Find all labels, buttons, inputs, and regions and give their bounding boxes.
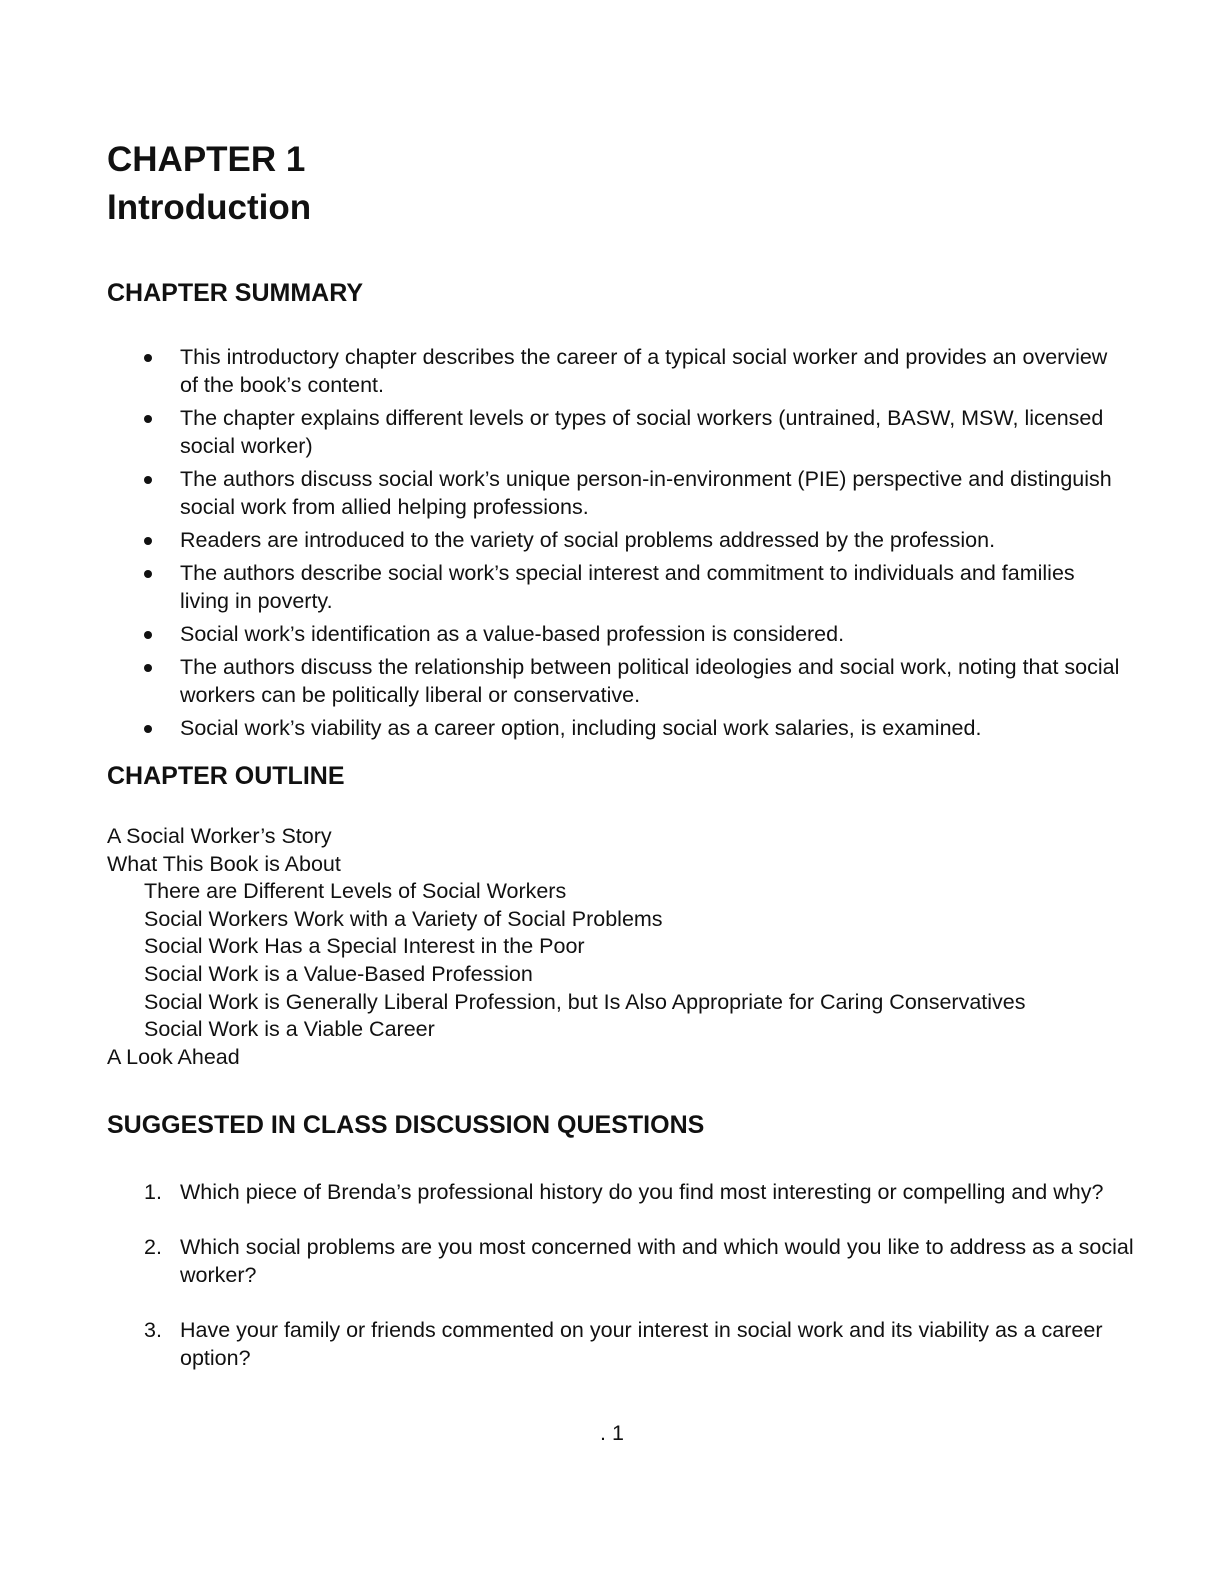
question-number: 2. — [144, 1235, 162, 1259]
chapter-title: Introduction — [107, 188, 312, 227]
summary-item — [107, 620, 1127, 648]
outline-heading: CHAPTER OUTLINE — [107, 762, 345, 790]
bullet-icon — [144, 725, 152, 733]
question-text: Have your family or friends commented on your interest in social work and its viability as a career option? — [180, 1318, 1103, 1370]
outline-subitem: There are Different Levels of Social Workers — [144, 879, 567, 904]
question-number: 3. — [144, 1318, 162, 1342]
questions-heading: SUGGESTED IN CLASS DISCUSSION QUESTIONS — [107, 1111, 705, 1139]
outline-subitem: Social Work is a Value-Based Profession — [144, 961, 533, 986]
questions-list — [107, 1178, 1147, 1399]
summary-list — [107, 343, 1127, 747]
bullet-icon — [144, 476, 152, 484]
outline-item: A Social Worker’s Story — [107, 824, 332, 848]
outline-item: What This Book is About — [107, 851, 341, 876]
summary-item — [107, 526, 1127, 554]
outline-subitem: Social Workers Work with a Variety of Social Problems — [144, 906, 663, 931]
outline-subitem: Social Work is Generally Liberal Profession, but Is Also Appropriate for Caring Conservatives — [144, 989, 1026, 1014]
bullet-icon — [144, 415, 152, 423]
bullet-icon — [144, 664, 152, 672]
summary-item-text: This introductory chapter describes the career of a typical social worker and provides an overview of the book’s content. — [180, 345, 1108, 397]
outline-list — [107, 823, 1167, 1071]
summary-item — [107, 404, 1127, 460]
summary-item-text: The chapter explains different levels or types of social workers (untrained, BASW, MSW, licensed social worker) — [180, 406, 1104, 458]
bullet-icon — [144, 570, 152, 578]
summary-item — [107, 343, 1127, 399]
summary-item-text: The authors describe social work’s special interest and commitment to individuals and families living in poverty. — [180, 561, 1075, 613]
summary-item — [107, 653, 1127, 709]
summary-item-text: Social work’s viability as a career option, including social work salaries, is examined. — [180, 716, 982, 740]
summary-item-text: Social work’s identification as a value-based profession is considered. — [180, 622, 845, 646]
question-text: Which social problems are you most concerned with and which would you like to address as a social worker? — [180, 1235, 1134, 1287]
outline-subitem: Social Work Has a Special Interest in the Poor — [144, 934, 585, 959]
summary-item — [107, 465, 1127, 521]
question-item — [107, 1178, 1147, 1206]
outline-item: A Look Ahead — [107, 1044, 240, 1069]
question-text: Which piece of Brenda’s professional history do you find most interesting or compelling and why? — [180, 1180, 1104, 1204]
summary-item-text: The authors discuss the relationship between political ideologies and social work, noting that social workers can be politically liberal or conservative. — [180, 655, 1120, 707]
summary-item — [107, 714, 1127, 742]
summary-heading: CHAPTER SUMMARY — [107, 279, 364, 307]
page-number: . 1 — [600, 1421, 624, 1445]
question-number: 1. — [144, 1180, 162, 1204]
question-item — [107, 1233, 1147, 1289]
summary-item-text: Readers are introduced to the variety of social problems addressed by the profession. — [180, 528, 996, 552]
bullet-icon — [144, 631, 152, 639]
chapter-number: CHAPTER 1 — [107, 140, 306, 179]
outline-subitem: Social Work is a Viable Career — [144, 1017, 435, 1042]
bullet-icon — [144, 354, 152, 362]
summary-item — [107, 559, 1127, 615]
question-item — [107, 1316, 1147, 1372]
bullet-icon — [144, 537, 152, 545]
summary-item-text: The authors discuss social work’s unique person-in-environment (PIE) perspective and distinguish social work from allied helping professions. — [180, 467, 1112, 519]
